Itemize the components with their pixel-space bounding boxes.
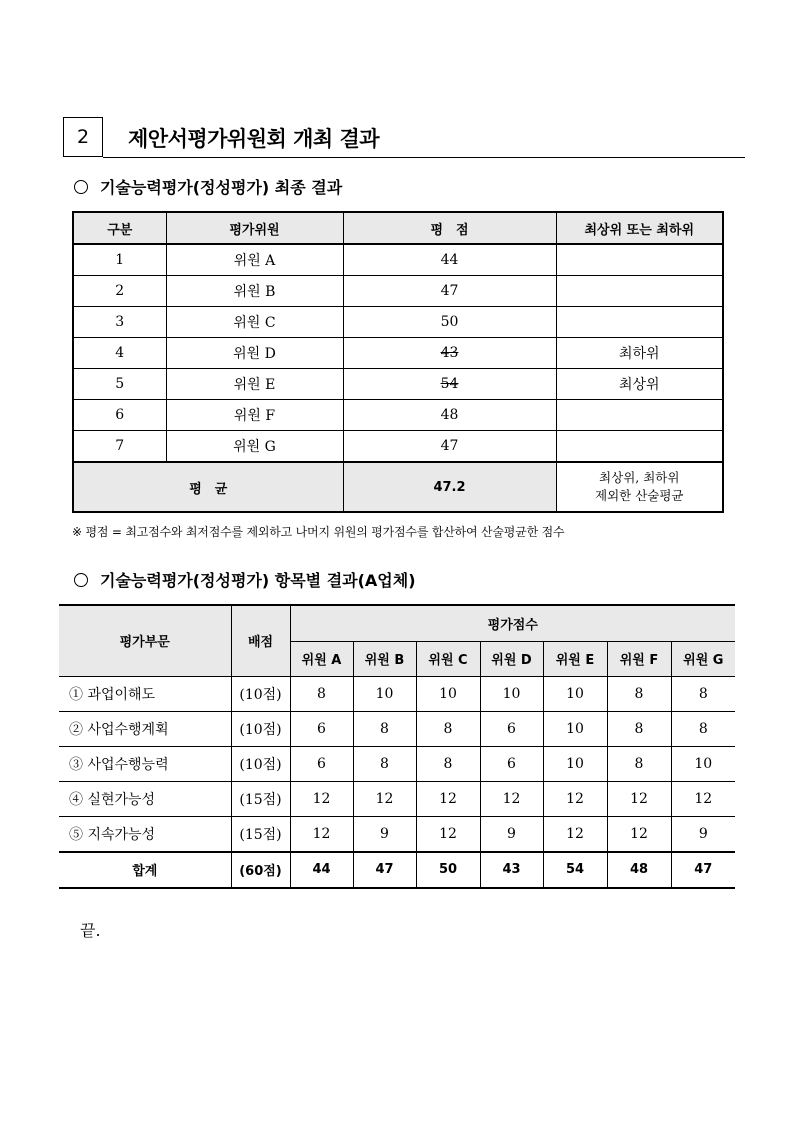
evaluator-header: 위원 C	[416, 641, 480, 676]
row-score: 12	[416, 816, 480, 852]
end-mark: 끝.	[80, 921, 101, 940]
row-score: 54	[343, 369, 556, 400]
row-category: ④ 실현가능성	[59, 781, 231, 816]
col-header-no: 구분	[73, 212, 166, 244]
score-footnote: ※ 평점 = 최고점수와 최저점수를 제외하고 나머지 위원의 평가점수를 합산하여 산술평균한 점수	[72, 525, 565, 539]
item-result-table	[59, 604, 735, 889]
row-score: 6	[480, 746, 543, 781]
row-flag	[556, 431, 723, 463]
item-result-heading	[74, 568, 416, 591]
row-evaluator: 위원 D	[166, 338, 343, 369]
average-value: 47.2	[343, 462, 556, 512]
average-label: 평 균	[73, 462, 343, 512]
row-score: 12	[480, 781, 543, 816]
row-flag	[556, 307, 723, 338]
total-row	[59, 852, 735, 888]
row-no: 1	[73, 244, 166, 276]
row-score: 8	[353, 711, 416, 746]
row-score: 48	[607, 852, 671, 888]
table-row	[59, 816, 735, 852]
table-row	[73, 369, 723, 400]
row-weight: (10점)	[231, 676, 290, 711]
row-score: 12	[543, 781, 607, 816]
row-score: 10	[353, 676, 416, 711]
item-result-heading-text: 기술능력평가(정성평가) 항목별 결과(A업체)	[100, 571, 416, 590]
section-number: 2	[63, 117, 103, 157]
circle-bullet-icon	[74, 180, 88, 194]
row-no: 3	[73, 307, 166, 338]
row-score: 6	[480, 711, 543, 746]
row-score: 12	[353, 781, 416, 816]
row-flag	[556, 276, 723, 307]
row-score: 12	[290, 781, 353, 816]
final-result-heading	[74, 175, 342, 198]
row-score: 6	[290, 711, 353, 746]
row-score: 9	[480, 816, 543, 852]
row-evaluator: 위원 A	[166, 244, 343, 276]
row-flag: 최상위	[556, 369, 723, 400]
row-score: 43	[480, 852, 543, 888]
row-score: 10	[543, 676, 607, 711]
average-note	[556, 462, 723, 512]
row-score: 8	[416, 711, 480, 746]
final-result-heading-text: 기술능력평가(정성평가) 최종 결과	[100, 178, 343, 197]
row-score: 10	[543, 746, 607, 781]
row-no: 4	[73, 338, 166, 369]
table-row	[73, 400, 723, 431]
table-row	[59, 746, 735, 781]
row-weight: (15점)	[231, 781, 290, 816]
row-score: 10	[480, 676, 543, 711]
row-evaluator: 위원 E	[166, 369, 343, 400]
row-category: ① 과업이해도	[59, 676, 231, 711]
row-weight: (10점)	[231, 746, 290, 781]
evaluator-header: 위원 G	[671, 641, 735, 676]
evaluator-header: 위원 F	[607, 641, 671, 676]
row-flag: 최하위	[556, 338, 723, 369]
row-evaluator: 위원 G	[166, 431, 343, 463]
average-note-line1: 최상위, 최하위	[599, 470, 680, 485]
row-no: 2	[73, 276, 166, 307]
table-row	[59, 781, 735, 816]
row-evaluator: 위원 C	[166, 307, 343, 338]
table-header-row	[59, 605, 735, 641]
col-header-category: 평가부문	[59, 605, 231, 676]
row-score: 8	[353, 746, 416, 781]
row-evaluator: 위원 B	[166, 276, 343, 307]
row-score: 8	[416, 746, 480, 781]
row-flag	[556, 244, 723, 276]
row-score: 9	[353, 816, 416, 852]
row-score: 47	[343, 276, 556, 307]
row-score: 8	[290, 676, 353, 711]
evaluator-header: 위원 E	[543, 641, 607, 676]
row-score: 12	[416, 781, 480, 816]
section-title: 제안서평가위원회 개최 결과	[128, 127, 380, 151]
average-row	[73, 462, 723, 512]
row-score: 10	[543, 711, 607, 746]
col-header-weight: 배점	[231, 605, 290, 676]
row-flag	[556, 400, 723, 431]
row-score: 44	[290, 852, 353, 888]
row-score: 48	[343, 400, 556, 431]
table-row	[73, 244, 723, 276]
col-header-flag: 최상위 또는 최하위	[556, 212, 723, 244]
row-score: 8	[607, 746, 671, 781]
row-score: 47	[343, 431, 556, 463]
row-evaluator: 위원 F	[166, 400, 343, 431]
row-score: 12	[543, 816, 607, 852]
row-score: 12	[671, 781, 735, 816]
col-header-evaluator: 평가위원	[166, 212, 343, 244]
evaluator-header: 위원 B	[353, 641, 416, 676]
row-score: 8	[671, 711, 735, 746]
row-score: 12	[290, 816, 353, 852]
row-category: 합계	[59, 852, 231, 888]
evaluator-header: 위원 A	[290, 641, 353, 676]
col-header-scores: 평가점수	[290, 605, 735, 641]
row-score: 43	[343, 338, 556, 369]
row-score: 47	[671, 852, 735, 888]
table-row	[73, 431, 723, 463]
evaluator-header: 위원 D	[480, 641, 543, 676]
row-no: 5	[73, 369, 166, 400]
row-weight: (15점)	[231, 816, 290, 852]
row-score: 50	[343, 307, 556, 338]
row-score: 47	[353, 852, 416, 888]
table-header-row	[73, 212, 723, 244]
row-score: 12	[607, 816, 671, 852]
final-result-table	[72, 211, 724, 513]
row-score: 50	[416, 852, 480, 888]
col-header-score: 평 점	[343, 212, 556, 244]
section-header	[63, 117, 745, 159]
table-row	[73, 307, 723, 338]
row-score: 6	[290, 746, 353, 781]
row-category: ③ 사업수행능력	[59, 746, 231, 781]
row-score: 54	[543, 852, 607, 888]
row-score: 9	[671, 816, 735, 852]
row-no: 6	[73, 400, 166, 431]
row-score: 10	[416, 676, 480, 711]
row-category: ⑤ 지속가능성	[59, 816, 231, 852]
row-weight: (60점)	[231, 852, 290, 888]
row-no: 7	[73, 431, 166, 463]
table-row	[59, 676, 735, 711]
row-score: 8	[607, 711, 671, 746]
row-weight: (10점)	[231, 711, 290, 746]
circle-bullet-icon	[74, 573, 88, 587]
row-score: 8	[607, 676, 671, 711]
row-category: ② 사업수행계획	[59, 711, 231, 746]
row-score: 12	[607, 781, 671, 816]
table-row	[73, 276, 723, 307]
row-score: 44	[343, 244, 556, 276]
section-underline	[103, 157, 745, 158]
average-note-line2: 제외한 산술평균	[595, 488, 684, 503]
table-row	[73, 338, 723, 369]
row-score: 8	[671, 676, 735, 711]
table-row	[59, 711, 735, 746]
row-score: 10	[671, 746, 735, 781]
